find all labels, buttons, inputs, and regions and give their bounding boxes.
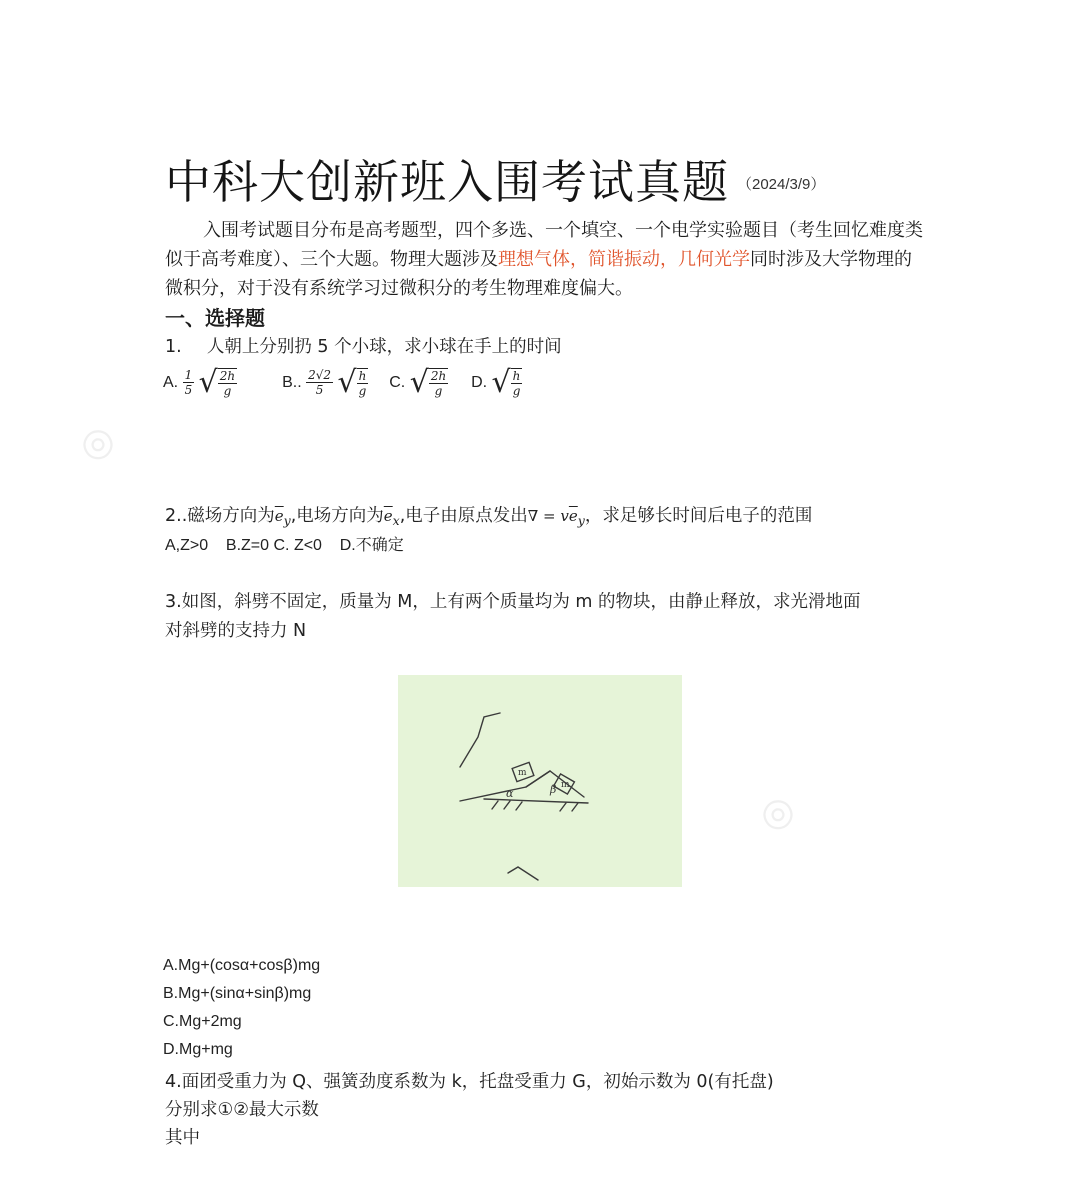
question-2-options: A,Z>0 B.Z=0 C. Z<0 D.不确定 [165, 537, 404, 554]
square-root: √ $\frac{h}{g}$ [337, 365, 367, 400]
highlight-topic: 理想气体 [498, 249, 570, 270]
sketch-stroke [460, 713, 500, 767]
ground-line [484, 799, 588, 803]
option-d: D. √ $\frac{h}{g}$ [471, 365, 521, 400]
highlight-sep: ， [660, 249, 678, 270]
intro-text: 入围考试题目分布是高考题型，四个多选、一个填空、一个电学实验题目（考生回忆难度类似于高考难度）、三个大题。物理大题涉及 [165, 220, 923, 270]
q3-option-c: C.Mg+2mg [163, 1013, 242, 1030]
intro-text: 同时涉及大学物理的微积分，对于没有系统学习过微积分的考生物理难度偏大。 [165, 249, 912, 299]
option-a: A. $\frac{1}{5}$ √ $\frac{2h}{g}$ [163, 365, 236, 400]
velocity-expression: ∇ = $v\overline{e}_y$ [527, 507, 585, 528]
fraction: $\frac{1}{5}$ [184, 368, 193, 397]
incline-figure [398, 675, 682, 887]
option-b: B.. $\frac{2√2}{5}$ √ $\frac{h}{g}$ [282, 365, 367, 400]
question-3-line-2: 对斜劈的支持力 N [165, 621, 307, 641]
q3-option-b: B.Mg+(sinα+sinβ)mg [163, 985, 312, 1002]
title-date: （2024/3/9） [737, 176, 826, 193]
watermark: ◎ [751, 784, 802, 840]
square-root: √ $\frac{2h}{g}$ [409, 365, 447, 400]
watermark: ◎ [71, 414, 122, 470]
question-1 [165, 333, 562, 358]
incline-peak [526, 771, 550, 787]
question-4-line-2: 分别求①②最大示数 [165, 1100, 319, 1120]
page-title: 中科大创新班入围考试真题 [165, 155, 729, 209]
angle-label: β [550, 783, 557, 796]
q3-option-d: D.Mg+mg [163, 1041, 233, 1058]
question-2: 2..磁场方向为$\overline{e}_y$,电场方向为$\overline{e}_x$,电子由原点发出∇ = $v\overline{e}_y$，求足够长时间后电子的范围 [165, 506, 813, 528]
square-root: √ $\frac{h}{g}$ [491, 365, 521, 400]
unit-vector-ex: $\overline{e}_x$ [383, 507, 400, 528]
question-text: 人朝上分别扔 5 个小球，求小球在手上的时间 [206, 337, 562, 357]
intro-paragraph [165, 216, 925, 303]
question-4-line-3: 其中 [165, 1128, 200, 1148]
question-number: 1. [165, 337, 182, 357]
sketch-corner [508, 867, 538, 880]
q3-option-a: A.Mg+(cosα+cosβ)mg [163, 957, 321, 974]
unit-vector-ey: $\overline{e}_y$ [274, 507, 291, 528]
highlight-topic: 简谐振动 [588, 249, 660, 270]
block-label: m [518, 768, 527, 778]
highlight-topic: 几何光学 [678, 249, 750, 270]
block-label: m [561, 780, 570, 790]
question-4-line-1: 4.面团受重力为 Q、强簧劲度系数为 k，托盘受重力 G，初始示数为 0(有托盘) [165, 1072, 774, 1092]
highlight-sep: ， [570, 249, 588, 270]
question-3-line-1: 3.如图，斜劈不固定，质量为 M，上有两个质量均为 m 的物块，由静止释放，求光滑地面 [165, 592, 861, 612]
square-root: √ $\frac{2h}{g}$ [198, 365, 236, 400]
section-heading: 一、选择题 [165, 306, 265, 330]
option-c: C. √ $\frac{2h}{g}$ [389, 365, 447, 400]
angle-label: α [506, 787, 514, 800]
incline-sketch [398, 675, 682, 887]
fraction: $\frac{2√2}{5}$ [308, 368, 332, 397]
question-1-options [163, 365, 522, 400]
